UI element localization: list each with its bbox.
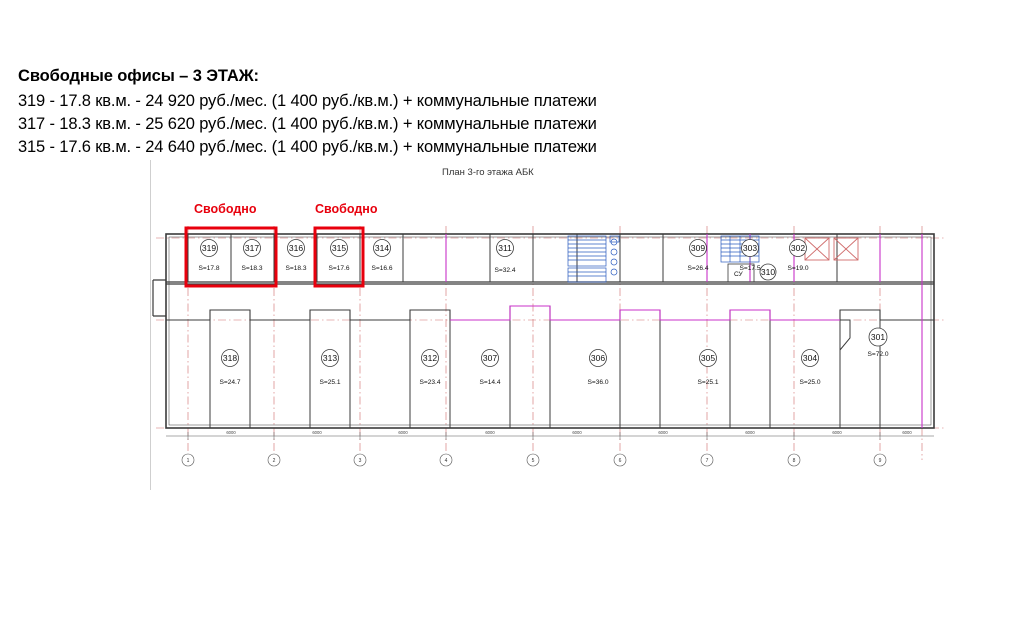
svg-text:S=25.0: S=25.0 — [799, 379, 821, 386]
sanitary-fixtures — [610, 236, 619, 275]
svg-text:317: 317 — [244, 243, 260, 253]
svg-text:316: 316 — [288, 243, 304, 253]
svg-text:302: 302 — [790, 243, 806, 253]
diagonal-wall — [840, 320, 850, 350]
svg-text:6000: 6000 — [226, 430, 236, 435]
svg-text:310: 310 — [760, 267, 776, 277]
svg-text:S=72.0: S=72.0 — [867, 351, 889, 358]
free-label-319: Свободно — [194, 202, 257, 216]
svg-text:S=17.6: S=17.6 — [328, 265, 350, 272]
svg-text:303: 303 — [742, 243, 758, 253]
page-title: Свободные офисы – 3 ЭТАЖ: — [18, 67, 259, 85]
stair-block — [568, 236, 606, 266]
svg-text:3: 3 — [358, 458, 362, 464]
svg-text:6000: 6000 — [398, 430, 408, 435]
svg-text:S=14.4: S=14.4 — [479, 379, 501, 386]
svg-text:2: 2 — [272, 458, 276, 464]
offer-line-315: 315 - 17.6 кв.м. - 24 640 руб./мес. (1 400 руб./кв.м.) + коммунальные платежи — [18, 138, 597, 156]
plan-caption: План 3-го этажа АБК — [442, 167, 534, 178]
svg-text:314: 314 — [374, 243, 390, 253]
free-label-315: Свободно — [315, 202, 378, 216]
bottom-room-partitions — [210, 306, 922, 428]
svg-text:6000: 6000 — [745, 430, 755, 435]
svg-text:318: 318 — [222, 353, 238, 363]
svg-text:S=24.7: S=24.7 — [219, 379, 241, 386]
svg-text:305: 305 — [700, 353, 716, 363]
svg-text:6000: 6000 — [902, 430, 912, 435]
dimension-chain — [166, 432, 934, 440]
svg-text:306: 306 — [590, 353, 606, 363]
svg-text:6: 6 — [618, 458, 622, 464]
svg-text:S=17.8: S=17.8 — [198, 265, 220, 272]
svg-text:315: 315 — [331, 243, 347, 253]
stair-block-2 — [568, 268, 606, 282]
svg-text:7: 7 — [705, 458, 709, 464]
wc-label: СУ — [734, 271, 743, 278]
svg-text:S=16.6: S=16.6 — [371, 265, 393, 272]
svg-text:312: 312 — [422, 353, 438, 363]
svg-text:6000: 6000 — [312, 430, 322, 435]
top-room-labels — [198, 240, 808, 281]
svg-text:319: 319 — [201, 243, 217, 253]
svg-text:311: 311 — [498, 243, 512, 253]
svg-text:S=32.4: S=32.4 — [494, 267, 516, 274]
axis-marker-labels — [187, 458, 882, 464]
dimension-values — [226, 430, 912, 435]
svg-text:6000: 6000 — [485, 430, 495, 435]
svg-text:5: 5 — [531, 458, 535, 464]
svg-text:S=23.4: S=23.4 — [419, 379, 441, 386]
svg-text:S=19.0: S=19.0 — [787, 265, 809, 272]
floor-plan — [150, 160, 950, 490]
svg-text:8: 8 — [792, 458, 796, 464]
svg-text:S=25.1: S=25.1 — [319, 379, 341, 386]
room-301-label — [867, 328, 888, 358]
svg-text:S=18.3: S=18.3 — [285, 265, 307, 272]
svg-text:S=26.4: S=26.4 — [687, 265, 709, 272]
svg-text:S=25.1: S=25.1 — [697, 379, 719, 386]
svg-text:307: 307 — [482, 353, 498, 363]
svg-text:6000: 6000 — [832, 430, 842, 435]
svg-text:S=36.0: S=36.0 — [587, 379, 609, 386]
svg-text:S=17.5: S=17.5 — [739, 265, 761, 272]
highlight-box-315 — [315, 228, 363, 286]
offer-line-319: 319 - 17.8 кв.м. - 24 920 руб./мес. (1 400 руб./кв.м.) + коммунальные платежи — [18, 92, 597, 110]
svg-text:S=18.3: S=18.3 — [241, 265, 263, 272]
svg-text:6000: 6000 — [572, 430, 582, 435]
offers-text-block — [18, 64, 718, 159]
corridor-highlight — [446, 234, 922, 428]
svg-text:9: 9 — [878, 458, 882, 464]
svg-text:301: 301 — [870, 332, 886, 342]
svg-text:6000: 6000 — [658, 430, 668, 435]
svg-text:1: 1 — [186, 458, 190, 464]
svg-text:304: 304 — [802, 353, 818, 363]
svg-text:313: 313 — [322, 353, 338, 363]
outer-walls — [153, 234, 934, 428]
elevator-shafts — [805, 238, 858, 260]
floorplan-drawing — [150, 160, 950, 490]
offer-line-317: 317 - 18.3 кв.м. - 25 620 руб./мес. (1 400 руб./кв.м.) + коммунальные платежи — [18, 115, 597, 133]
svg-text:4: 4 — [444, 458, 448, 464]
svg-text:309: 309 — [690, 243, 706, 253]
